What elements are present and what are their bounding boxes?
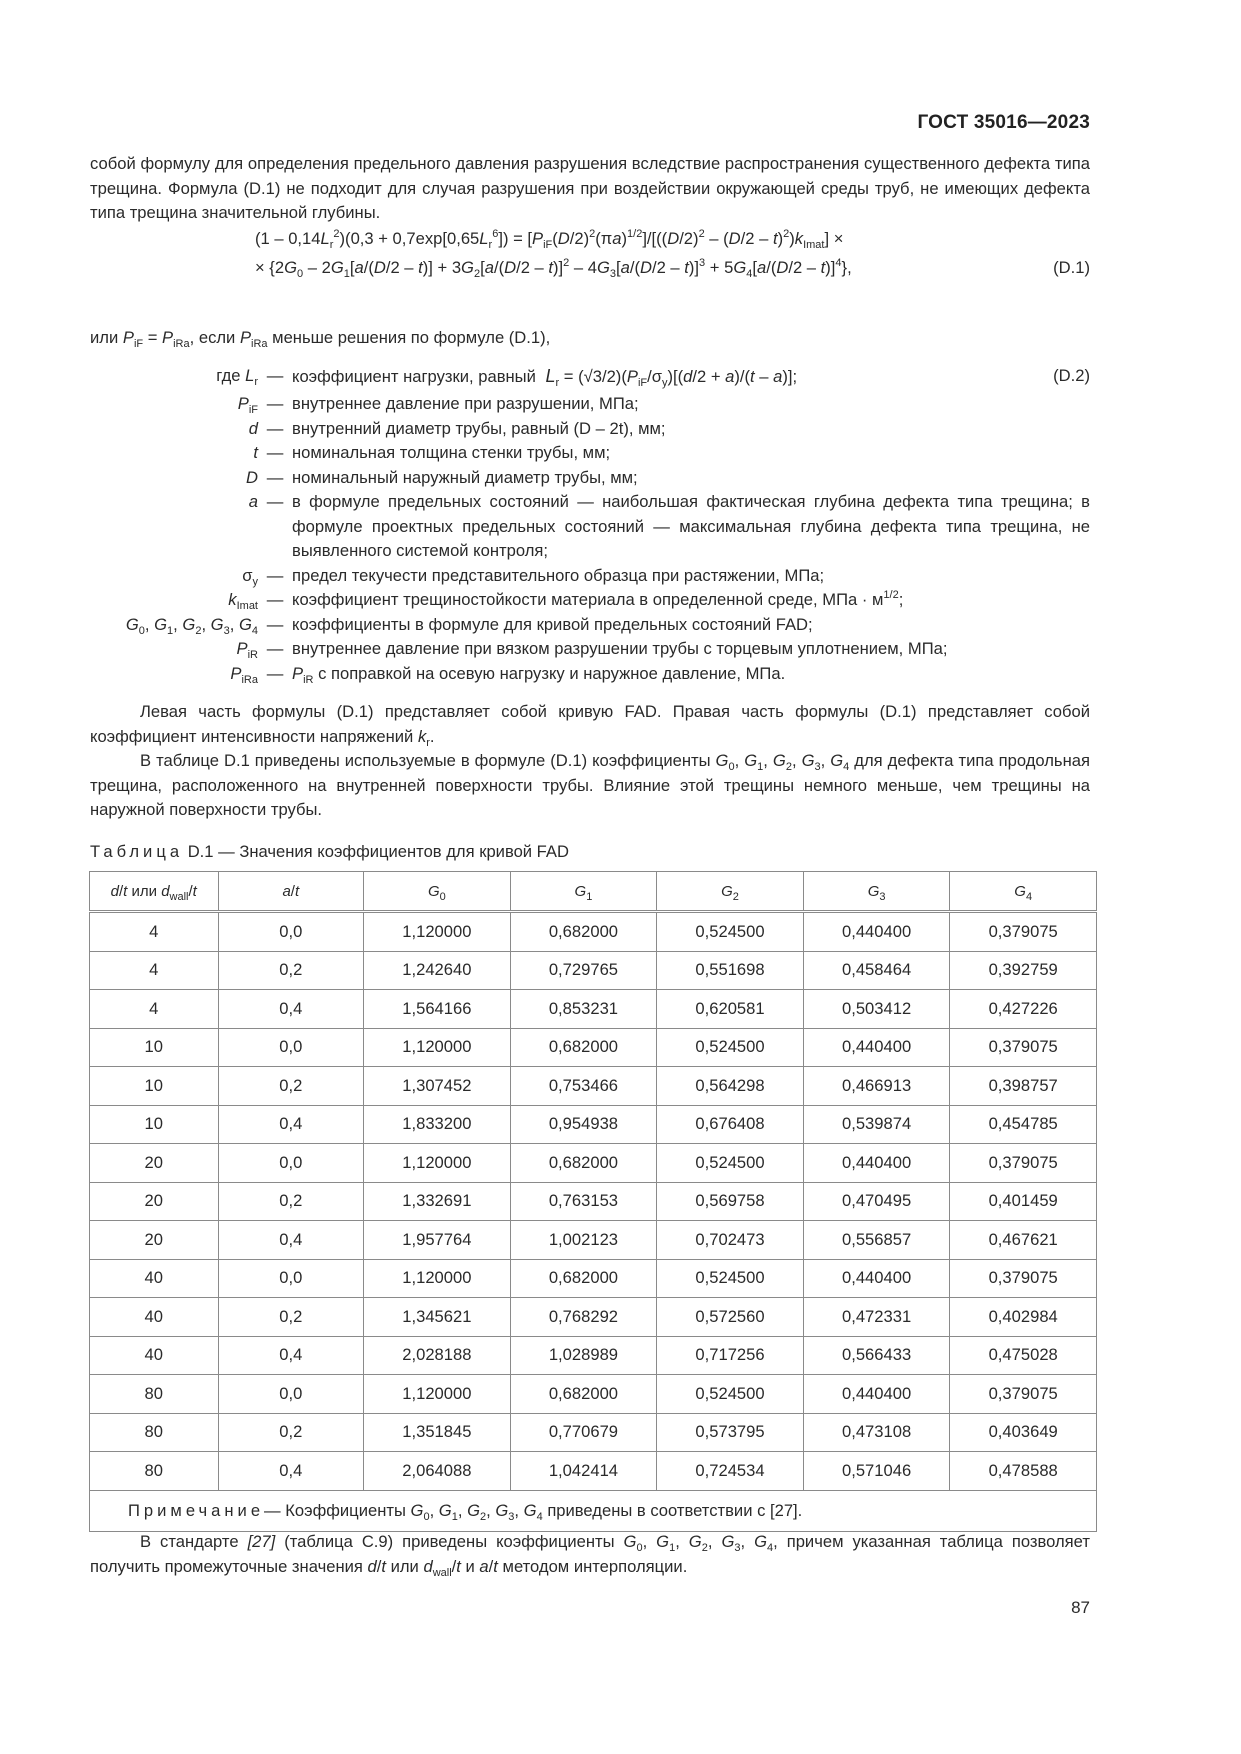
table-cell: 1,957764 bbox=[364, 1221, 511, 1260]
column-header-g2: $G_2$ bbox=[657, 872, 804, 912]
table-cell: 0,440400 bbox=[803, 1375, 950, 1414]
table-row bbox=[90, 1452, 1097, 1491]
table-cell: 1,242640 bbox=[364, 951, 511, 990]
formula-d1-line2: × $\{2G_0 - 2G_1[a/(D/2 - t)] + 3G_2[a/(D/2 - t)]^2 - 4G_3[a/(D/2 - t)]^3 + 5G_4[a/(D/2 - t)]^4\}$, (D.1) bbox=[255, 256, 1090, 280]
definition-item: $G_0$, $G_1$, $G_2$, $G_3$, $G_4$ — коэффициенты в формуле для кривой предельных состояний FAD; bbox=[125, 614, 813, 637]
table-cell: 0,0 bbox=[218, 1144, 364, 1183]
table-cell: 0,2 bbox=[218, 1413, 364, 1452]
table-cell: 0,573795 bbox=[657, 1413, 804, 1452]
column-header-g3: $G_3$ bbox=[803, 872, 950, 912]
definition-item: $k_{Imat}$ — коэффициент трещиностойкости материала в определенной среде, МПа · $м^{1/2}$; bbox=[228, 589, 904, 612]
table-cell: 0,4 bbox=[218, 990, 364, 1029]
table-cell: 0,402984 bbox=[950, 1298, 1097, 1337]
table-row bbox=[90, 1413, 1097, 1452]
table-cell: 0,458464 bbox=[803, 951, 950, 990]
table-cell: 1,307452 bbox=[364, 1067, 511, 1106]
table-cell: 0,717256 bbox=[657, 1336, 804, 1375]
table-cell: 0,682000 bbox=[510, 1259, 657, 1298]
table-cell: 0,853231 bbox=[510, 990, 657, 1029]
table-row bbox=[90, 1259, 1097, 1298]
table-cell: 4 bbox=[90, 912, 219, 952]
table-cell: 0,379075 bbox=[950, 1259, 1097, 1298]
definition-item: $P_{iRa}$ — $P_{iR}$ с поправкой на осевую нагрузку и наружное давление, МПа. bbox=[230, 663, 786, 686]
table-cell: 20 bbox=[90, 1182, 219, 1221]
table-cell: 0,724534 bbox=[657, 1452, 804, 1491]
table-cell: 20 bbox=[90, 1144, 219, 1183]
column-header-g1: $G_1$ bbox=[510, 872, 657, 912]
table-note: Примечание— Коэффициенты $G_0$, $G_1$, $G_2$, $G_3$, $G_4$ приведены в соответствии с [27]. bbox=[90, 1490, 1097, 1531]
table-cell: 80 bbox=[90, 1375, 219, 1414]
table-cell: 0,2 bbox=[218, 1067, 364, 1106]
table-cell: 0,954938 bbox=[510, 1105, 657, 1144]
table-row bbox=[90, 1028, 1097, 1067]
table-cell: 1,564166 bbox=[364, 990, 511, 1029]
table-cell: 0,440400 bbox=[803, 1144, 950, 1183]
table-cell: 0,524500 bbox=[657, 1028, 804, 1067]
table-row bbox=[90, 951, 1097, 990]
table-cell: 1,120000 bbox=[364, 1259, 511, 1298]
definition-item: $\sigma_y$ — предел текучести представительного образца при растяжении, МПа; bbox=[242, 565, 825, 588]
formula-d1 bbox=[90, 227, 1090, 280]
table-cell: 0,4 bbox=[218, 1221, 364, 1260]
table-cell: 80 bbox=[90, 1413, 219, 1452]
table-cell: 40 bbox=[90, 1259, 219, 1298]
column-header-g4: $G_4$ bbox=[950, 872, 1097, 912]
document-header-id: ГОСТ 35016—2023 bbox=[917, 112, 1090, 133]
table-cell: 0,379075 bbox=[950, 912, 1097, 952]
table-cell: 0,524500 bbox=[657, 912, 804, 952]
table-cell: 0,2 bbox=[218, 1298, 364, 1337]
table-cell: 0,572560 bbox=[657, 1298, 804, 1337]
table-cell: 0,379075 bbox=[950, 1144, 1097, 1183]
table-cell: 0,763153 bbox=[510, 1182, 657, 1221]
table-cell: 0,0 bbox=[218, 1028, 364, 1067]
table-cell: 0,427226 bbox=[950, 990, 1097, 1029]
table-cell: 1,332691 bbox=[364, 1182, 511, 1221]
table-cell: 0,569758 bbox=[657, 1182, 804, 1221]
table-cell: 20 bbox=[90, 1221, 219, 1260]
table-cell: 0,475028 bbox=[950, 1336, 1097, 1375]
table-caption: Таблица D.1 — Значения коэффициентов для кривой FAD bbox=[90, 842, 569, 861]
column-header-at: a/t bbox=[218, 872, 364, 912]
table-cell: 1,028989 bbox=[510, 1336, 657, 1375]
table-cell: 0,379075 bbox=[950, 1028, 1097, 1067]
table-cell: 0,0 bbox=[218, 1259, 364, 1298]
table-cell: 0,524500 bbox=[657, 1375, 804, 1414]
table-cell: 0,2 bbox=[218, 951, 364, 990]
table-cell: 0,551698 bbox=[657, 951, 804, 990]
table-cell: 0,0 bbox=[218, 1375, 364, 1414]
table-row bbox=[90, 1375, 1097, 1414]
table-cell: 1,120000 bbox=[364, 1375, 511, 1414]
table-cell: 0,440400 bbox=[803, 1259, 950, 1298]
table-cell: 0,470495 bbox=[803, 1182, 950, 1221]
table-cell: 0,503412 bbox=[803, 990, 950, 1029]
table-row bbox=[90, 912, 1097, 952]
table-header-row bbox=[90, 872, 1097, 912]
definitions-list bbox=[90, 364, 1090, 686]
table-cell: 1,351845 bbox=[364, 1413, 511, 1452]
definition-item: t — номинальная толщина стенки трубы, мм; bbox=[253, 443, 611, 462]
paragraph-fad-curve: Левая часть формулы (D.1) представляет собой кривую FAD. Правая часть формулы (D.1) представляет собой коэффициент интенсивности напряжений $k_r$. bbox=[90, 702, 1090, 749]
table-cell: 0,770679 bbox=[510, 1413, 657, 1452]
table-cell: 4 bbox=[90, 990, 219, 1029]
table-cell: 0,524500 bbox=[657, 1144, 804, 1183]
table-row bbox=[90, 1067, 1097, 1106]
definition-item: a — в формуле предельных состояний — наибольшая фактическая глубина дефекта типа трещина; в формуле проектных предельных состояний — максимальная глубина дефекта типа трещина, не выявленного системой контроля; bbox=[248, 492, 1090, 560]
table-cell: 0,682000 bbox=[510, 1375, 657, 1414]
table-cell: 0,539874 bbox=[803, 1105, 950, 1144]
table-cell: 0,556857 bbox=[803, 1221, 950, 1260]
table-cell: 40 bbox=[90, 1298, 219, 1337]
table-cell: 0,4 bbox=[218, 1336, 364, 1375]
paragraph-table-intro: В таблице D.1 приведены используемые в формуле (D.1) коэффициенты $G_0$, $G_1$, $G_2$, $G_3$, $G_4$ для дефекта типа продольная трещина, расположенного на внутренней поверхности трубы. Влияние этой трещины немного меньше, чем трещины на наружной поверхности трубы. bbox=[90, 751, 1090, 819]
table-cell: 0,472331 bbox=[803, 1298, 950, 1337]
table-cell: 0,702473 bbox=[657, 1221, 804, 1260]
table-cell: 1,345621 bbox=[364, 1298, 511, 1337]
table-row bbox=[90, 990, 1097, 1029]
table-row bbox=[90, 1336, 1097, 1375]
formula-d2-number: (D.2) bbox=[1053, 366, 1090, 385]
table-cell: 0,478588 bbox=[950, 1452, 1097, 1491]
table-cell: 0,768292 bbox=[510, 1298, 657, 1337]
column-header-g0: $G_0$ bbox=[364, 872, 511, 912]
table-cell: 1,042414 bbox=[510, 1452, 657, 1491]
table-cell: 1,833200 bbox=[364, 1105, 511, 1144]
formula-d1-line1: $(1 - 0,14L_r^2)(0,3 + 0,7\exp[0,65L_r^6]) = [P_{iF}(D/2)^2(\pi a)^{1/2}]/[((D/2)^2 - (D/2 - t)^2)k_{Imat}]$ × bbox=[255, 228, 844, 251]
table-cell: 0,398757 bbox=[950, 1067, 1097, 1106]
table-cell: 1,120000 bbox=[364, 1144, 511, 1183]
table-cell: 0,440400 bbox=[803, 912, 950, 952]
table-row bbox=[90, 1182, 1097, 1221]
table-cell: 1,002123 bbox=[510, 1221, 657, 1260]
or-line: или $P_{iF} = P_{iRa}$, если $P_{iRa}$ меньше решения по формуле (D.1), bbox=[90, 328, 551, 350]
paragraph-standard-reference: В стандарте [27] (таблица С.9) приведены коэффициенты $G_0$, $G_1$, $G_2$, $G_3$, $G_4$, причем указанная таблица позволяет получить промежуточные значения d/t или $d_{wall}/t$ и a/t методом интерполяции. bbox=[90, 1532, 1090, 1579]
table-cell: 0,467621 bbox=[950, 1221, 1097, 1260]
table-cell: 0,473108 bbox=[803, 1413, 950, 1452]
table-cell: 0,401459 bbox=[950, 1182, 1097, 1221]
table-row bbox=[90, 1144, 1097, 1183]
table-cell: 2,064088 bbox=[364, 1452, 511, 1491]
definition-item: где $L_r$ — коэффициент нагрузки, равный $L_r = (√3/2)(P_{iF}/\sigma_y)[(d/2 + a)/(t - a)]$; (D.2) bbox=[216, 366, 1090, 389]
table-cell: 0,466913 bbox=[803, 1067, 950, 1106]
table-cell: 10 bbox=[90, 1067, 219, 1106]
table-cell: 4 bbox=[90, 951, 219, 990]
column-header-dt: d/t или $d_{wall}/t$ bbox=[90, 872, 219, 912]
table-cell: 10 bbox=[90, 1105, 219, 1144]
table-cell: 2,028188 bbox=[364, 1336, 511, 1375]
table-cell: 0,4 bbox=[218, 1105, 364, 1144]
table-cell: 0,379075 bbox=[950, 1375, 1097, 1414]
definition-item: $P_{iF}$ — внутреннее давление при разрушении, МПа; bbox=[237, 394, 639, 416]
table-cell: 0,454785 bbox=[950, 1105, 1097, 1144]
table-cell: 0,440400 bbox=[803, 1028, 950, 1067]
intro-paragraph: собой формулу для определения предельного давления разрушения вследствие распространения существенного дефекта типа трещина. Формула (D.1) не подходит для случая разрушения при воздействии окружающей среды труб, не имеющих дефекта типа трещина значительной глубины. bbox=[90, 154, 1090, 222]
table-cell: 0,566433 bbox=[803, 1336, 950, 1375]
table-cell: 0,524500 bbox=[657, 1259, 804, 1298]
definition-item: $P_{iR}$ — внутреннее давление при вязком разрушении трубы с торцевым уплотнением, МПа; bbox=[236, 639, 948, 661]
coefficients-table bbox=[89, 871, 1097, 1532]
table-cell: 0,564298 bbox=[657, 1067, 804, 1106]
table-note-row bbox=[90, 1490, 1097, 1531]
definition-item: D — номинальный наружный диаметр трубы, мм; bbox=[246, 467, 638, 487]
table-cell: 0,4 bbox=[218, 1452, 364, 1491]
table-row bbox=[90, 1298, 1097, 1337]
table-cell: 0,676408 bbox=[657, 1105, 804, 1144]
table-cell: 0,753466 bbox=[510, 1067, 657, 1106]
table-cell: 0,0 bbox=[218, 912, 364, 952]
table-cell: 1,120000 bbox=[364, 1028, 511, 1067]
definition-item: d — внутренний диаметр трубы, равный (D – 2t), мм; bbox=[248, 418, 666, 438]
table-cell: 0,682000 bbox=[510, 1144, 657, 1183]
table-cell: 0,392759 bbox=[950, 951, 1097, 990]
table-cell: 10 bbox=[90, 1028, 219, 1067]
table-cell: 0,403649 bbox=[950, 1413, 1097, 1452]
table-body bbox=[90, 912, 1097, 1491]
table-cell: 0,682000 bbox=[510, 912, 657, 952]
table-cell: 0,2 bbox=[218, 1182, 364, 1221]
table-cell: 40 bbox=[90, 1336, 219, 1375]
table-cell: 0,620581 bbox=[657, 990, 804, 1029]
page-number: 87 bbox=[1071, 1598, 1090, 1617]
table-row bbox=[90, 1221, 1097, 1260]
formula-d1-number: (D.1) bbox=[1053, 257, 1090, 277]
table-cell: 0,729765 bbox=[510, 951, 657, 990]
table-cell: 0,682000 bbox=[510, 1028, 657, 1067]
table-cell: 1,120000 bbox=[364, 912, 511, 952]
table-cell: 80 bbox=[90, 1452, 219, 1491]
table-cell: 0,571046 bbox=[803, 1452, 950, 1491]
table-row bbox=[90, 1105, 1097, 1144]
